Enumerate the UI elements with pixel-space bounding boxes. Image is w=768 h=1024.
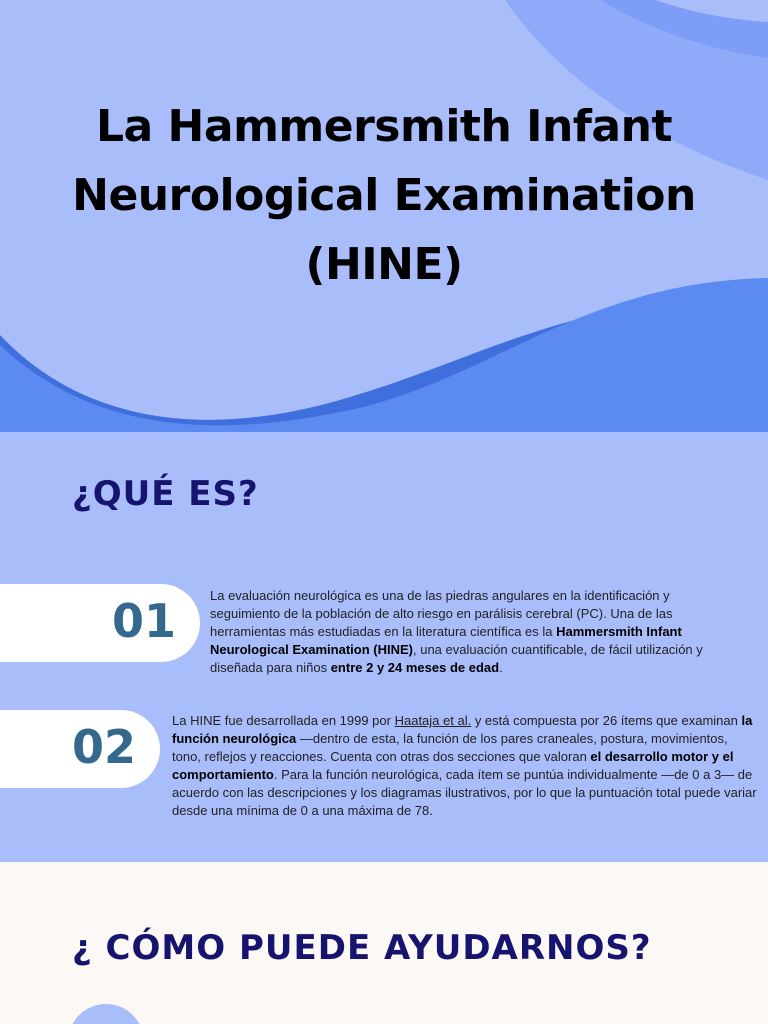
paragraph-01 bbox=[210, 587, 730, 677]
item-number: 02 bbox=[72, 720, 137, 774]
text-run: La evaluación neurológica es una de las piedras angulares en la identificación y seguimiento de la población de alto riesgo en parálisis cerebral (PC). Una de las herramientas más estudiadas en la literatura científica es la bbox=[210, 588, 673, 639]
section-heading-como: ¿ CÓMO PUEDE AYUDARNOS? bbox=[72, 928, 652, 968]
text-run: La HINE fue desarrollada en 1999 por bbox=[172, 713, 395, 728]
text-run: y está compuesta por 26 ítems que examinan bbox=[471, 713, 742, 728]
bold-text: entre 2 y 24 meses de edad bbox=[330, 660, 500, 675]
text-run: . Para la función neurológica, cada ítem se puntúa individualmente —de 0 a 3— de acuerdo con las descripciones y los diagramas ilustrativos, por lo que la puntuación total puede variar desde una mínima de 0 a una máxima de 78. bbox=[172, 767, 757, 818]
text-run: , una evaluación cuantificable, de fácil utilización y diseñada para niños bbox=[210, 642, 703, 675]
text-run: —dentro de esta, la función de los pares craneales, postura, movimientos, tono, reflejos y reacciones. Cuenta con otras dos secciones que valoran bbox=[172, 731, 728, 764]
text-run: . bbox=[499, 660, 503, 675]
title-line-2: Neurological Examination bbox=[72, 170, 696, 221]
number-pill-02 bbox=[0, 710, 160, 788]
que-es-section bbox=[0, 432, 768, 862]
bold-text: el desarrollo motor y el comportamiento bbox=[172, 749, 734, 782]
citation-link[interactable]: Haataja et al. bbox=[394, 713, 472, 728]
number-pill-01 bbox=[0, 584, 200, 662]
paragraph-02 bbox=[172, 712, 757, 820]
como-section bbox=[0, 862, 768, 1024]
page-title bbox=[0, 92, 768, 299]
hero-banner bbox=[0, 0, 768, 432]
number-circle bbox=[68, 1004, 144, 1024]
item-number: 01 bbox=[112, 594, 177, 648]
bold-text: la función neurológica bbox=[172, 713, 753, 746]
title-line-1: La Hammersmith Infant bbox=[96, 101, 672, 152]
section-heading-que-es: ¿QUÉ ES? bbox=[72, 474, 259, 514]
bold-text: Hammersmith Infant Neurological Examination (HINE) bbox=[210, 624, 682, 657]
title-line-3: (HINE) bbox=[305, 239, 463, 290]
